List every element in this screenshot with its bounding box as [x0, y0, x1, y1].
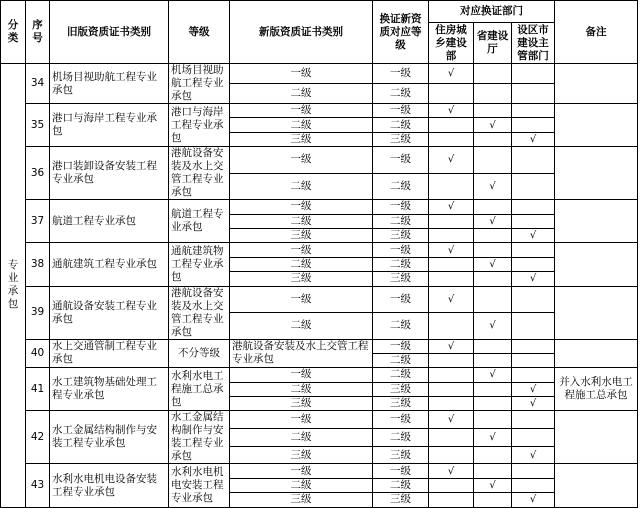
dept-housing-cell: √: [429, 64, 474, 84]
header-dept-provincial: 省建设厅: [474, 23, 512, 64]
header-new-grade: 换证新资质对应等级: [373, 1, 429, 64]
new-cert-cell: 航道工程专业承包: [169, 200, 230, 243]
remark-cell: [555, 147, 638, 200]
new-cert-cell: 港口与海岸工程专业承包: [169, 104, 230, 147]
dept-housing-cell: [429, 353, 474, 367]
dept-city-cell: [512, 214, 555, 228]
grade-cell: 一级: [230, 243, 373, 257]
dept-housing-cell: √: [429, 464, 474, 478]
dept-city-cell: [512, 257, 555, 271]
table-row: [1, 200, 638, 214]
dept-provincial-cell: [474, 493, 512, 507]
grade-cell: 不分等级: [169, 339, 230, 368]
dept-housing-cell: [429, 132, 474, 146]
new-grade-cell: 三级: [373, 272, 429, 286]
dept-city-cell: √: [512, 382, 555, 396]
new-grade-cell: 二级: [373, 353, 429, 367]
dept-city-cell: [512, 464, 555, 478]
remark-cell: [555, 339, 638, 368]
grade-cell: 一级: [230, 464, 373, 478]
new-grade-cell: 三级: [373, 446, 429, 464]
dept-city-cell: [512, 286, 555, 313]
table-row: [1, 286, 638, 313]
new-cert-cell: 港航设备安装及水上交管工程专业承包: [230, 339, 373, 368]
grade-cell: 三级: [230, 272, 373, 286]
grade-cell: 三级: [230, 397, 373, 411]
dept-housing-cell: √: [429, 286, 474, 313]
header-row-1: [1, 1, 638, 23]
dept-housing-cell: [429, 493, 474, 507]
dept-housing-cell: √: [429, 147, 474, 174]
dept-provincial-cell: [474, 272, 512, 286]
dept-housing-cell: [429, 478, 474, 492]
grade-cell: 二级: [230, 382, 373, 396]
dept-housing-cell: [429, 313, 474, 340]
dept-housing-cell: [429, 397, 474, 411]
dept-housing-cell: [429, 257, 474, 271]
old-cert-cell: 港口装卸设备安装工程专业承包: [50, 147, 169, 200]
dept-provincial-cell: [474, 446, 512, 464]
dept-provincial-cell: [474, 243, 512, 257]
dept-housing-cell: √: [429, 411, 474, 429]
grade-cell: 二级: [230, 84, 373, 104]
dept-provincial-cell: √: [474, 368, 512, 382]
header-dept-group: 对应换证部门: [429, 1, 555, 23]
remark-cell: [555, 200, 638, 243]
dept-provincial-cell: [474, 382, 512, 396]
section-label: 专业承包: [1, 64, 26, 508]
dept-provincial-cell: [474, 64, 512, 84]
grade-cell: 一级: [230, 147, 373, 174]
dept-city-cell: [512, 429, 555, 447]
grade-cell: 二级: [230, 478, 373, 492]
table-row: [1, 411, 638, 429]
dept-provincial-cell: [474, 353, 512, 367]
dept-provincial-cell: √: [474, 429, 512, 447]
remark-cell: [555, 104, 638, 147]
grade-cell: 三级: [230, 132, 373, 146]
seq-cell: 42: [26, 411, 50, 464]
dept-housing-cell: [429, 214, 474, 228]
new-cert-cell: 通航建筑物工程专业承包: [169, 243, 230, 286]
dept-city-cell: √: [512, 493, 555, 507]
new-grade-cell: 二级: [373, 257, 429, 271]
new-grade-cell: 二级: [373, 173, 429, 200]
header-old-cert: 旧版资质证书类别: [50, 1, 169, 64]
new-grade-cell: 一级: [373, 200, 429, 214]
dept-provincial-cell: √: [474, 478, 512, 492]
dept-provincial-cell: [474, 200, 512, 214]
dept-city-cell: [512, 368, 555, 382]
new-cert-cell: 水工金属结构制作与安装工程专业承包: [169, 411, 230, 464]
new-cert-cell: 水利水电工程施工总承包: [169, 368, 230, 411]
new-grade-cell: 三级: [373, 382, 429, 396]
seq-cell: 35: [26, 104, 50, 147]
new-grade-cell: 一级: [373, 286, 429, 313]
dept-housing-cell: [429, 429, 474, 447]
dept-housing-cell: √: [429, 243, 474, 257]
new-grade-cell: 二级: [373, 214, 429, 228]
seq-cell: 41: [26, 368, 50, 411]
new-grade-cell: 一级: [373, 411, 429, 429]
header-remark: 备注: [555, 1, 638, 64]
dept-housing-cell: √: [429, 104, 474, 118]
new-grade-cell: 三级: [373, 493, 429, 507]
table-row: [1, 147, 638, 174]
dept-provincial-cell: [474, 147, 512, 174]
grade-cell: 二级: [230, 429, 373, 447]
remark-cell: 并入水利水电工程施工总承包: [555, 368, 638, 411]
dept-housing-cell: [429, 228, 474, 242]
old-cert-cell: 水上交通管制工程专业承包: [50, 339, 169, 368]
dept-provincial-cell: [474, 132, 512, 146]
dept-provincial-cell: √: [474, 313, 512, 340]
table-row: [1, 243, 638, 257]
new-grade-cell: 二级: [373, 84, 429, 104]
dept-city-cell: √: [512, 446, 555, 464]
dept-housing-cell: [429, 446, 474, 464]
header-grade: 等级: [169, 1, 230, 64]
dept-city-cell: [512, 478, 555, 492]
dept-housing-cell: √: [429, 339, 474, 353]
grade-cell: 一级: [230, 200, 373, 214]
seq-cell: 34: [26, 64, 50, 104]
grade-cell: 一级: [230, 411, 373, 429]
table-body: [1, 64, 638, 508]
old-cert-cell: 港口与海岸工程专业承包: [50, 104, 169, 147]
dept-provincial-cell: [474, 228, 512, 242]
table-row: [1, 464, 638, 478]
dept-provincial-cell: √: [474, 214, 512, 228]
new-grade-cell: 一级: [373, 64, 429, 84]
dept-housing-cell: [429, 368, 474, 382]
dept-housing-cell: [429, 118, 474, 132]
dept-provincial-cell: [474, 411, 512, 429]
new-grade-cell: 三级: [373, 228, 429, 242]
new-grade-cell: 三级: [373, 132, 429, 146]
dept-provincial-cell: [474, 397, 512, 411]
dept-provincial-cell: [474, 339, 512, 353]
dept-city-cell: √: [512, 132, 555, 146]
header-seq: 序号: [26, 1, 50, 64]
dept-city-cell: [512, 147, 555, 174]
table-row: [1, 64, 638, 84]
new-cert-cell: 港航设备安装及水上交管工程专业承包: [169, 147, 230, 200]
old-cert-cell: 航道工程专业承包: [50, 200, 169, 243]
dept-housing-cell: [429, 84, 474, 104]
remark-cell: [555, 464, 638, 507]
grade-cell: 二级: [230, 214, 373, 228]
new-grade-cell: 二级: [373, 478, 429, 492]
table-row: [1, 368, 638, 382]
dept-city-cell: [512, 173, 555, 200]
dept-city-cell: [512, 200, 555, 214]
grade-cell: 一级: [230, 286, 373, 313]
grade-cell: 三级: [230, 493, 373, 507]
dept-provincial-cell: [474, 464, 512, 478]
grade-cell: 三级: [230, 446, 373, 464]
new-grade-cell: 二级: [373, 313, 429, 340]
header-dept-city: 设区市建设主管部门: [512, 23, 555, 64]
dept-housing-cell: √: [429, 200, 474, 214]
old-cert-cell: 通航设备安装工程专业承包: [50, 286, 169, 339]
dept-provincial-cell: [474, 84, 512, 104]
remark-cell: [555, 64, 638, 104]
grade-cell: 二级: [230, 173, 373, 200]
new-cert-cell: 机场目视助航工程专业承包: [169, 64, 230, 104]
dept-provincial-cell: [474, 286, 512, 313]
grade-cell: 二级: [230, 118, 373, 132]
dept-city-cell: √: [512, 228, 555, 242]
seq-cell: 43: [26, 464, 50, 507]
new-grade-cell: 三级: [373, 397, 429, 411]
old-cert-cell: 水利水电机电设备安装工程专业承包: [50, 464, 169, 507]
table-row: [1, 104, 638, 118]
grade-cell: 三级: [230, 228, 373, 242]
old-cert-cell: 机场目视助航工程专业承包: [50, 64, 169, 104]
new-grade-cell: 一级: [373, 464, 429, 478]
old-cert-cell: 水工金属结构制作与安装工程专业承包: [50, 411, 169, 464]
new-cert-cell: 港航设备安装及水上交管工程专业承包: [169, 286, 230, 339]
dept-housing-cell: [429, 382, 474, 396]
dept-city-cell: [512, 339, 555, 353]
new-grade-cell: 一级: [373, 104, 429, 118]
new-grade-cell: 一级: [373, 339, 429, 353]
new-grade-cell: 一级: [373, 243, 429, 257]
remark-cell: [555, 243, 638, 286]
grade-cell: 二级: [230, 257, 373, 271]
header-new-cert: 新版资质证书类别: [230, 1, 373, 64]
dept-housing-cell: [429, 272, 474, 286]
header-category: 分类: [1, 1, 26, 64]
dept-provincial-cell: √: [474, 173, 512, 200]
old-cert-cell: 通航建筑工程专业承包: [50, 243, 169, 286]
grade-cell: 二级: [230, 313, 373, 340]
seq-cell: 40: [26, 339, 50, 368]
dept-city-cell: [512, 104, 555, 118]
remark-cell: [555, 286, 638, 339]
dept-city-cell: √: [512, 397, 555, 411]
dept-provincial-cell: √: [474, 257, 512, 271]
dept-city-cell: [512, 64, 555, 84]
new-grade-cell: 二级: [373, 429, 429, 447]
dept-housing-cell: [429, 173, 474, 200]
header-dept-housing: 住房城乡建设部: [429, 23, 474, 64]
dept-city-cell: [512, 118, 555, 132]
new-grade-cell: 一级: [373, 147, 429, 174]
new-grade-cell: 二级: [373, 368, 429, 382]
grade-cell: 一级: [230, 64, 373, 84]
seq-cell: 38: [26, 243, 50, 286]
seq-cell: 37: [26, 200, 50, 243]
dept-city-cell: [512, 84, 555, 104]
dept-provincial-cell: [474, 104, 512, 118]
dept-city-cell: [512, 411, 555, 429]
old-cert-cell: 水工建筑物基础处理工程专业承包: [50, 368, 169, 411]
dept-city-cell: [512, 313, 555, 340]
grade-cell: 一级: [230, 368, 373, 382]
new-cert-cell: 水利水电机电安装工程专业承包: [169, 464, 230, 507]
seq-cell: 36: [26, 147, 50, 200]
dept-city-cell: √: [512, 272, 555, 286]
remark-cell: [555, 411, 638, 464]
dept-city-cell: [512, 353, 555, 367]
new-grade-cell: 二级: [373, 118, 429, 132]
grade-cell: 一级: [230, 104, 373, 118]
table-row: [1, 339, 638, 353]
dept-city-cell: [512, 243, 555, 257]
dept-provincial-cell: √: [474, 118, 512, 132]
seq-cell: 39: [26, 286, 50, 339]
